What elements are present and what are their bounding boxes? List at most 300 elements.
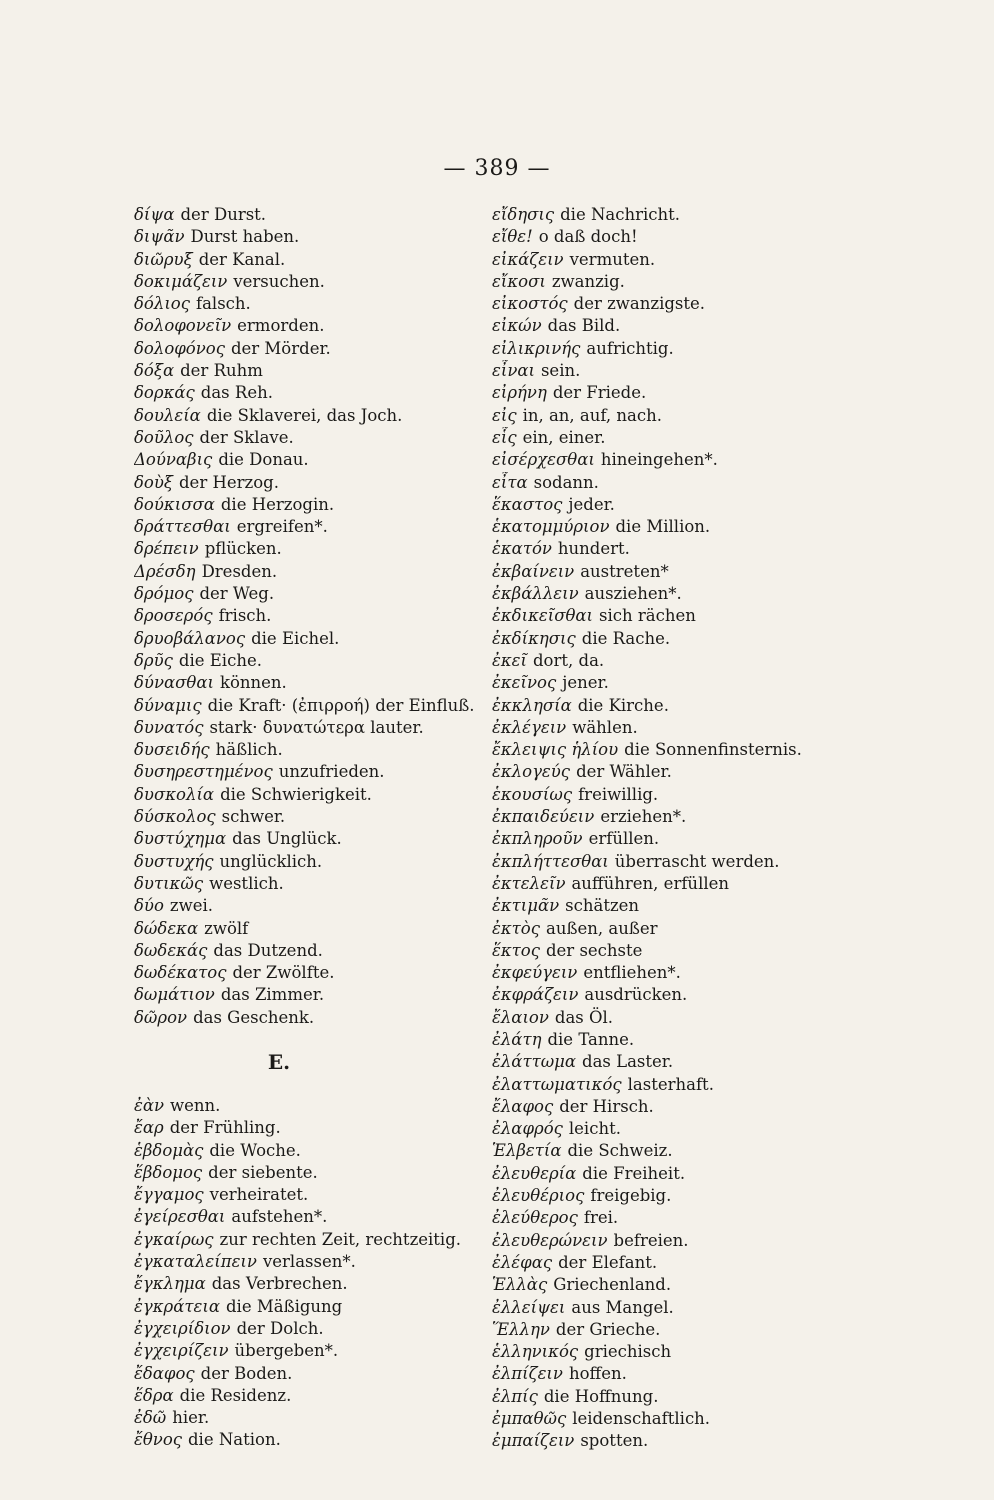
german-translation: falsch. — [195, 294, 251, 314]
dictionary-entry — [134, 873, 484, 895]
dictionary-entry — [492, 605, 852, 627]
greek-headword: δωμάτιον — [134, 985, 215, 1005]
dictionary-entry — [134, 338, 484, 360]
greek-headword: Ἑλλὰς — [492, 1275, 548, 1295]
dictionary-entry — [492, 1408, 852, 1430]
greek-headword: δωδεκάς — [134, 940, 208, 960]
german-translation: das Dutzend. — [213, 940, 323, 960]
dictionary-entry — [492, 695, 852, 717]
german-translation: der Durst. — [180, 205, 267, 224]
greek-headword: δρυοβάλανος — [134, 628, 246, 648]
german-translation: jener. — [562, 673, 609, 693]
dictionary-entry — [492, 1163, 852, 1185]
dictionary-entry — [492, 918, 852, 940]
german-translation: das Zimmer. — [220, 985, 325, 1005]
german-translation: das Öl. — [554, 1007, 614, 1027]
dictionary-entry — [134, 1429, 484, 1451]
greek-headword: δράττεσθαι — [134, 517, 231, 537]
german-translation: der sechste — [545, 940, 643, 960]
dictionary-entry — [492, 1252, 852, 1274]
greek-headword: εἰρήνη — [492, 383, 547, 403]
greek-headword: ἔλαφος — [492, 1096, 554, 1116]
greek-headword: δόξα — [134, 361, 175, 381]
greek-headword: ἕβδομος — [134, 1162, 203, 1182]
german-translation: ein, einer. — [522, 427, 606, 447]
dictionary-entry — [492, 650, 852, 672]
dictionary-entry — [492, 427, 852, 449]
dictionary-entry — [492, 271, 852, 293]
german-translation: lasterhaft. — [627, 1074, 714, 1094]
dictionary-entry — [134, 761, 484, 783]
german-translation: die Tanne. — [547, 1029, 635, 1049]
dictionary-entry — [492, 761, 852, 783]
dictionary-entry — [134, 695, 484, 717]
greek-headword: ἐγκαίρως — [134, 1229, 214, 1249]
german-translation: die Nachricht. — [560, 205, 681, 224]
german-translation: erfüllen. — [588, 829, 660, 849]
greek-headword: δύναμις — [134, 695, 202, 715]
dictionary-entry — [492, 315, 852, 337]
greek-headword: δυστύχημα — [134, 829, 227, 849]
german-translation: zwölf — [204, 918, 249, 938]
greek-headword: εἰς — [492, 405, 517, 425]
greek-headword: ἐκδικεῖσθαι — [492, 606, 594, 626]
greek-headword: δύνασθαι — [134, 673, 214, 693]
german-translation: die Million. — [615, 517, 711, 537]
german-translation: ergreifen*. — [236, 517, 328, 537]
dictionary-entry — [134, 226, 484, 248]
greek-headword: δυσειδής — [134, 740, 210, 760]
dictionary-entry — [492, 1430, 852, 1452]
german-translation: der Frühling. — [169, 1118, 281, 1138]
german-translation: befreien. — [613, 1230, 689, 1250]
dictionary-entry — [492, 962, 852, 984]
dictionary-entry — [134, 293, 484, 315]
german-translation: das Bild. — [547, 316, 621, 336]
german-translation: die Kraft· (ἐπιρροή) der Einfluß. — [207, 695, 475, 715]
greek-headword: ἐλευθέριος — [492, 1186, 585, 1206]
dictionary-entry — [492, 405, 852, 427]
dictionary-entry — [492, 628, 852, 650]
greek-headword: ἐλάττωμα — [492, 1052, 577, 1072]
german-translation: der Grieche. — [555, 1319, 661, 1339]
dictionary-entry — [492, 1341, 852, 1363]
greek-headword: Δούναβις — [134, 450, 213, 470]
dictionary-entry — [134, 1140, 484, 1162]
right-column — [492, 204, 852, 1453]
dictionary-entry — [492, 895, 852, 917]
dictionary-entry — [492, 583, 852, 605]
greek-headword: δορκάς — [134, 383, 195, 403]
greek-headword: εἶναι — [492, 361, 535, 381]
german-translation: die Eiche. — [178, 650, 262, 670]
german-translation: die Eichel. — [251, 628, 340, 648]
german-translation: der Friede. — [552, 383, 647, 403]
german-translation: außen, außer — [545, 918, 658, 938]
greek-headword: ἐμπαίζειν — [492, 1431, 575, 1451]
greek-headword: ἐλαττωματικός — [492, 1074, 622, 1094]
greek-headword: εἷς — [492, 427, 517, 447]
greek-headword: εἴδησις — [492, 205, 555, 224]
dictionary-entry — [492, 717, 852, 739]
german-translation: erziehen*. — [600, 807, 687, 827]
greek-headword: ἔαρ — [134, 1118, 164, 1138]
german-translation: hier. — [172, 1408, 210, 1428]
german-translation: die Sonnenfinsternis. — [624, 740, 802, 760]
dictionary-entry — [134, 1184, 484, 1206]
dictionary-entry — [134, 1117, 484, 1139]
german-translation: die Schwierigkeit. — [220, 784, 372, 804]
greek-headword: ἐκβαίνειν — [492, 561, 575, 581]
greek-headword: ἐλευθερία — [492, 1163, 577, 1183]
greek-headword: δροσερός — [134, 606, 213, 626]
german-translation: wenn. — [170, 1095, 221, 1115]
dictionary-entry — [492, 873, 852, 895]
greek-headword: δοκιμάζειν — [134, 271, 228, 291]
dictionary-entry — [492, 1140, 852, 1162]
german-translation: übergeben*. — [234, 1341, 339, 1361]
dictionary-entry — [492, 1185, 852, 1207]
dictionary-entry — [134, 427, 484, 449]
greek-headword: ἐδῶ — [134, 1408, 167, 1428]
german-translation: der Sklave. — [199, 427, 294, 447]
german-translation: der siebente. — [208, 1162, 318, 1182]
german-translation: der zwanzigste. — [573, 294, 706, 314]
dictionary-entry — [492, 561, 852, 583]
dictionary-entry — [134, 628, 484, 650]
dictionary-entry — [492, 1274, 852, 1296]
greek-headword: ἐκτὸς — [492, 918, 540, 938]
dictionary-entry — [134, 605, 484, 627]
dictionary-entry — [492, 249, 852, 271]
german-translation: ausziehen*. — [584, 584, 682, 604]
greek-headword: διψᾶν — [134, 227, 185, 247]
greek-headword: ἐκβάλλειν — [492, 584, 579, 604]
german-translation: Durst haben. — [190, 227, 300, 247]
german-translation: unzufrieden. — [278, 762, 385, 782]
greek-headword: δρέπειν — [134, 539, 199, 559]
german-translation: zwei. — [169, 896, 214, 916]
section-letter-e: E. — [267, 1049, 291, 1074]
greek-headword: ἐγκαταλείπειν — [134, 1252, 257, 1272]
greek-headword: ἐκκλησία — [492, 695, 572, 715]
german-translation: der Hirsch. — [559, 1096, 654, 1116]
dictionary-entry — [134, 1273, 484, 1295]
dictionary-entry — [134, 1095, 484, 1117]
greek-headword: Δρέσδη — [134, 561, 196, 581]
dictionary-entry — [134, 249, 484, 271]
dictionary-entry — [492, 784, 852, 806]
german-translation: leicht. — [568, 1119, 621, 1139]
german-translation: der Zwölfte. — [232, 963, 335, 983]
greek-headword: δίψα — [134, 205, 175, 224]
dictionary-entry — [134, 405, 484, 427]
dictionary-entry — [492, 806, 852, 828]
dictionary-entry — [492, 449, 852, 471]
dictionary-entry — [134, 806, 484, 828]
greek-headword: ἑβδομὰς — [134, 1140, 204, 1160]
greek-headword: ἐὰν — [134, 1095, 165, 1115]
german-translation: Dresden. — [201, 561, 278, 581]
greek-headword: δυσηρεστημένος — [134, 762, 273, 782]
dictionary-entry — [492, 1319, 852, 1341]
dictionary-entry — [134, 1162, 484, 1184]
german-translation: aufstehen*. — [231, 1207, 328, 1227]
greek-headword: δωδέκατος — [134, 963, 227, 983]
left-column — [134, 204, 484, 1452]
dictionary-entry — [492, 1029, 852, 1051]
german-translation: können. — [219, 673, 287, 693]
greek-headword: δόλιος — [134, 294, 190, 314]
dictionary-entry — [134, 895, 484, 917]
german-translation: die Freiheit. — [582, 1163, 686, 1183]
german-translation: aufführen, erfüllen — [571, 873, 730, 893]
dictionary-entry — [134, 449, 484, 471]
german-translation: das Verbrechen. — [211, 1274, 348, 1294]
greek-headword: ἐλλείψει — [492, 1297, 566, 1317]
german-translation: die Sklaverei, das Joch. — [206, 405, 403, 425]
dictionary-entry — [134, 984, 484, 1006]
greek-headword: ἐκλέγειν — [492, 717, 567, 737]
greek-headword: ἔγγαμος — [134, 1185, 204, 1205]
greek-headword: ἐλεύθερος — [492, 1208, 578, 1228]
german-translation: dort, da. — [533, 650, 605, 670]
dictionary-entry — [134, 271, 484, 293]
german-translation: aus Mangel. — [571, 1297, 674, 1317]
dictionary-entry — [134, 1340, 484, 1362]
german-translation: das Geschenk. — [193, 1007, 315, 1027]
german-translation: die Herzogin. — [220, 494, 335, 514]
german-translation: zur rechten Zeit, rechtzeitig. — [219, 1229, 462, 1249]
dictionary-entry — [134, 717, 484, 739]
german-translation: hoffen. — [568, 1364, 627, 1384]
greek-headword: ἐλέφας — [492, 1252, 553, 1272]
dictionary-entry — [492, 828, 852, 850]
greek-headword: ἐκτιμᾶν — [492, 896, 560, 916]
german-translation: das Laster. — [582, 1052, 674, 1072]
german-translation: die Schweiz. — [567, 1141, 673, 1161]
dictionary-entry — [492, 293, 852, 315]
german-translation: zwanzig. — [551, 271, 625, 291]
greek-headword: ἐγκράτεια — [134, 1296, 220, 1316]
german-translation: der Weg. — [199, 584, 275, 604]
greek-headword: δούκισσα — [134, 494, 215, 514]
german-translation: überrascht werden. — [614, 851, 780, 871]
german-translation: die Nation. — [188, 1430, 281, 1450]
greek-headword: ἔθνος — [134, 1430, 182, 1450]
greek-headword: εἰκάζειν — [492, 249, 564, 269]
dictionary-entry — [492, 360, 852, 382]
german-translation: die Kirche. — [577, 695, 669, 715]
german-translation: der Wähler. — [576, 762, 672, 782]
greek-headword: ἑλληνικός — [492, 1342, 579, 1362]
dictionary-entry — [134, 851, 484, 873]
greek-headword: δρῦς — [134, 650, 173, 670]
german-translation: der Elefant. — [558, 1252, 658, 1272]
dictionary-entry — [134, 650, 484, 672]
greek-headword: ἑκατομμύριον — [492, 517, 610, 537]
german-translation: die Woche. — [209, 1140, 301, 1160]
greek-headword: ἔκλειψις ἡλίου — [492, 740, 619, 760]
german-translation: schätzen — [565, 896, 640, 916]
dictionary-entry — [134, 204, 484, 226]
greek-headword: ἕδρα — [134, 1385, 174, 1405]
greek-headword: ἐγχειρίδιον — [134, 1318, 231, 1338]
greek-headword: ἐλαφρός — [492, 1119, 563, 1139]
german-translation: jeder. — [568, 494, 615, 514]
greek-headword: δολοφόνος — [134, 338, 225, 358]
german-translation: unglücklich. — [219, 851, 323, 871]
dictionary-entry — [492, 940, 852, 962]
dictionary-entry — [492, 984, 852, 1006]
greek-headword: ἐκπλήττεσθαι — [492, 851, 609, 871]
greek-headword: ἐλάτη — [492, 1029, 542, 1049]
dictionary-entry — [134, 583, 484, 605]
german-translation: frei. — [583, 1208, 619, 1228]
german-translation: hundert. — [557, 539, 630, 559]
dictionary-entry — [492, 1297, 852, 1319]
greek-headword: δυστυχής — [134, 851, 214, 871]
german-translation: der Herzog. — [179, 472, 279, 492]
german-translation: o daß doch! — [538, 227, 638, 247]
dictionary-entry — [134, 538, 484, 560]
dictionary-entry — [492, 1007, 852, 1029]
german-translation: verheiratet. — [209, 1185, 309, 1205]
greek-headword: εἰκών — [492, 316, 542, 336]
dictionary-entry — [134, 1407, 484, 1429]
dictionary-entry — [134, 940, 484, 962]
german-translation: ermorden. — [237, 316, 325, 336]
dictionary-entry — [492, 472, 852, 494]
dictionary-entry — [134, 828, 484, 850]
greek-headword: ἑκατόν — [492, 539, 552, 559]
greek-headword: ἔδαφος — [134, 1363, 195, 1383]
greek-headword: εἶτα — [492, 472, 528, 492]
german-translation: sodann. — [533, 472, 599, 492]
german-translation: die Donau. — [218, 450, 309, 470]
greek-headword: ἐκφεύγειν — [492, 963, 578, 983]
greek-headword: δώδεκα — [134, 918, 199, 938]
greek-headword: ἕκαστος — [492, 494, 563, 514]
greek-headword: διῶρυξ — [134, 249, 193, 269]
german-translation: entfliehen*. — [583, 963, 681, 983]
german-translation: die Rache. — [581, 628, 671, 648]
greek-headword: εἴκοσι — [492, 271, 546, 291]
greek-headword: ἔγκλημα — [134, 1274, 206, 1294]
page-number: — 389 — — [443, 156, 551, 181]
greek-headword: ἐγείρεσθαι — [134, 1207, 226, 1227]
dictionary-entry — [134, 1363, 484, 1385]
dictionary-entry — [492, 1363, 852, 1385]
german-translation: pflücken. — [204, 539, 282, 559]
dictionary-entry — [492, 226, 852, 248]
dictionary-entry — [492, 1118, 852, 1140]
dictionary-entry — [134, 315, 484, 337]
greek-headword: δοὺξ — [134, 472, 173, 492]
dictionary-entry — [134, 472, 484, 494]
dictionary-entry — [492, 204, 852, 226]
dictionary-entry — [134, 1206, 484, 1228]
greek-headword: δύο — [134, 896, 164, 916]
german-translation: der Boden. — [200, 1363, 293, 1383]
german-translation: ausdrücken. — [584, 985, 688, 1005]
german-translation: der Kanal. — [198, 249, 286, 269]
dictionary-entry — [492, 538, 852, 560]
greek-headword: ἐλευθερώνειν — [492, 1230, 608, 1250]
greek-headword: ἐκπαιδεύειν — [492, 807, 595, 827]
german-translation: sich rächen — [599, 606, 696, 626]
dictionary-entry — [492, 516, 852, 538]
german-translation: frisch. — [218, 606, 272, 626]
german-translation: häßlich. — [215, 740, 283, 760]
greek-headword: δυνατός — [134, 717, 204, 737]
greek-headword: εἰσέρχεσθαι — [492, 450, 595, 470]
dictionary-entry — [492, 739, 852, 761]
dictionary-entry — [134, 1385, 484, 1407]
greek-headword: ἐγχειρίζειν — [134, 1341, 229, 1361]
greek-headword: δουλεία — [134, 405, 201, 425]
dictionary-entry — [134, 1318, 484, 1340]
german-translation: der Mörder. — [230, 338, 331, 358]
greek-headword: ἐκεῖ — [492, 650, 527, 670]
dictionary-entry — [134, 360, 484, 382]
german-translation: vermuten. — [569, 249, 656, 269]
greek-headword: Ἑλβετία — [492, 1141, 562, 1161]
dictionary-entry — [492, 1096, 852, 1118]
greek-headword: εἴθε! — [492, 227, 533, 247]
german-translation: stark· δυνατώτερα lauter. — [209, 717, 424, 737]
german-translation: versuchen. — [233, 271, 325, 291]
dictionary-entry — [492, 1051, 852, 1073]
german-translation: leidenschaftlich. — [572, 1409, 711, 1429]
german-translation: wählen. — [572, 717, 638, 737]
german-translation: der Ruhm — [180, 361, 263, 381]
dictionary-entry — [492, 338, 852, 360]
dictionary-entry — [134, 739, 484, 761]
dictionary-entry — [134, 516, 484, 538]
german-translation: schwer. — [221, 807, 286, 827]
german-translation: der Dolch. — [236, 1318, 324, 1338]
greek-headword: δυσκολία — [134, 784, 215, 804]
german-translation: sein. — [540, 361, 581, 381]
dictionary-entry — [492, 494, 852, 516]
greek-headword: ἐλπίς — [492, 1386, 538, 1406]
german-translation: freigebig. — [590, 1186, 672, 1206]
german-translation: verlassen*. — [262, 1252, 356, 1272]
greek-headword: εἰκοστός — [492, 294, 568, 314]
dictionary-entry — [134, 1229, 484, 1251]
greek-headword: δῶρον — [134, 1007, 188, 1027]
dictionary-entry — [492, 672, 852, 694]
dictionary-entry — [492, 851, 852, 873]
dictionary-entry — [492, 382, 852, 404]
dictionary-entry — [134, 784, 484, 806]
greek-headword: ἐλπίζειν — [492, 1364, 563, 1384]
dictionary-entry — [492, 1386, 852, 1408]
greek-headword: ἕκτος — [492, 940, 540, 960]
greek-headword: Ἕλλην — [492, 1319, 550, 1339]
german-translation: das Unglück. — [232, 829, 342, 849]
german-translation: die Mäßigung — [225, 1296, 343, 1316]
german-translation: freiwillig. — [578, 784, 659, 804]
dictionary-entry — [492, 1207, 852, 1229]
dictionary-entry — [492, 1230, 852, 1252]
dictionary-entry — [134, 561, 484, 583]
dictionary-entry — [134, 1007, 484, 1029]
dictionary-entry — [134, 494, 484, 516]
german-translation: westlich. — [209, 873, 284, 893]
greek-headword: δοῦλος — [134, 427, 194, 447]
